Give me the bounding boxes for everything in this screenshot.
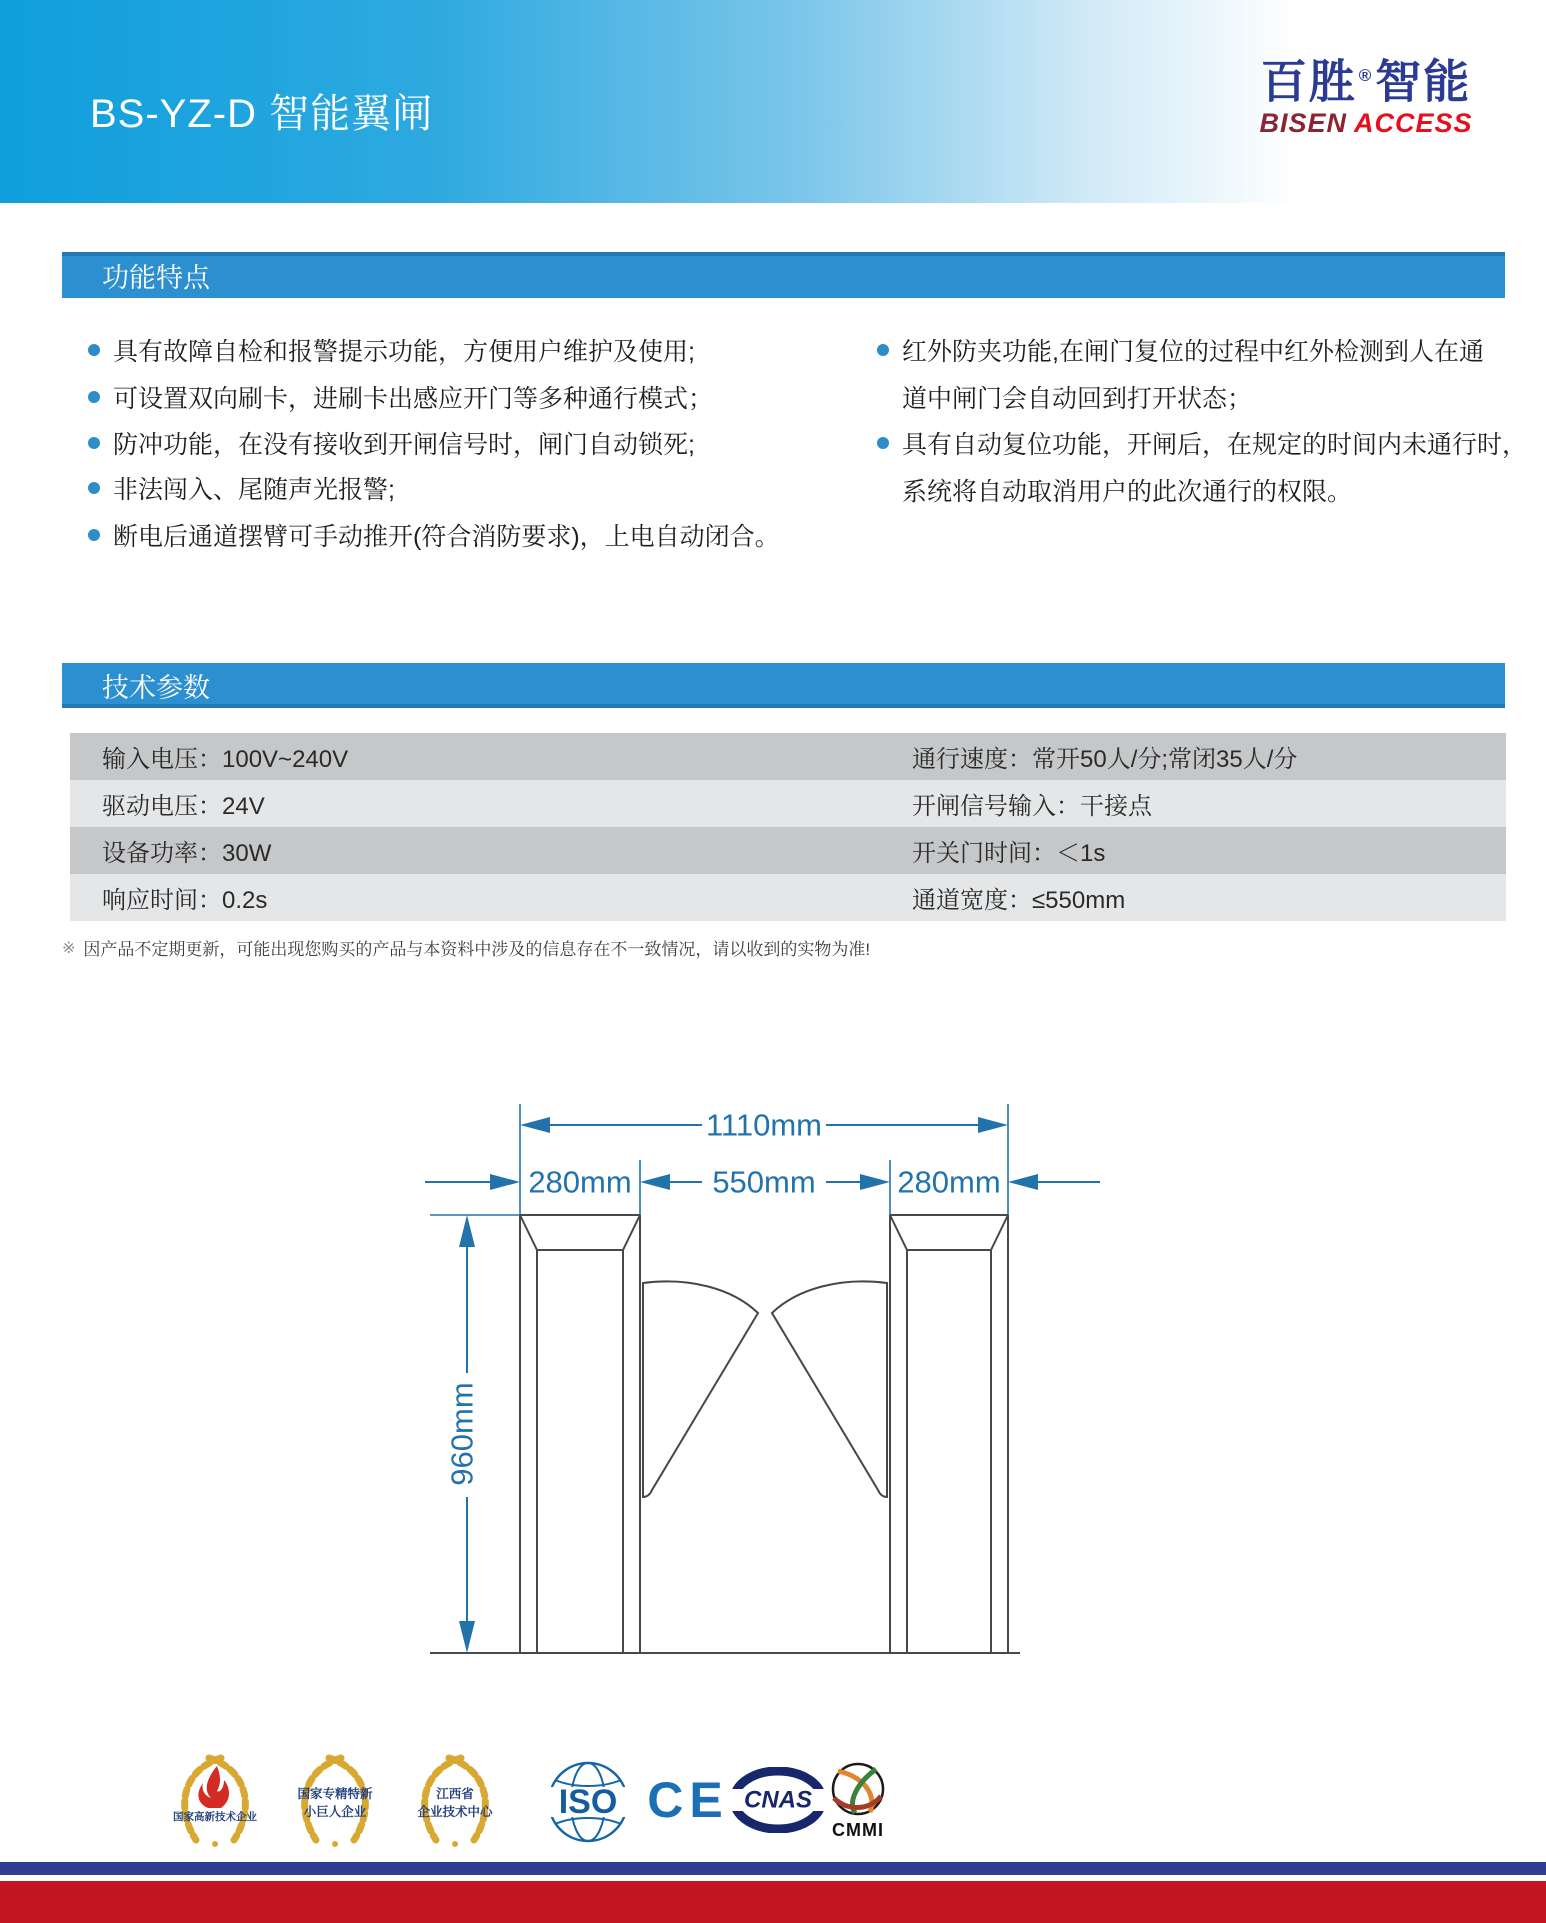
bullet-dot-icon xyxy=(88,529,100,541)
dim-label-right-cabinet: 280mm xyxy=(897,1164,1001,1200)
feature-text: 非法闯入、尾随声光报警; xyxy=(113,476,395,504)
cnas-label: CNAS xyxy=(743,1786,813,1814)
dim-label-passage: 550mm xyxy=(712,1164,816,1200)
table-row xyxy=(70,733,1506,780)
feature-text: 断电后通道摆臂可手动推开(符合消防要求)，上电自动闭合。 xyxy=(113,523,780,551)
dimension-height xyxy=(430,1215,545,1653)
spec-cell: 通行速度：常开50人/分;常闭35人/分 xyxy=(912,746,1298,773)
bullet-dot-icon xyxy=(88,344,100,356)
feature-item xyxy=(88,327,695,373)
feature-item xyxy=(877,420,1527,466)
cert-cnas xyxy=(730,1767,826,1838)
laurel-knot-icon xyxy=(452,1841,458,1847)
feature-item xyxy=(88,420,695,466)
cert-label-line2: 小巨人企业 xyxy=(303,1805,367,1819)
iso-label: ISO xyxy=(558,1783,618,1821)
dimension-cabinet-passage xyxy=(425,1165,1100,1200)
brand-en-bisen: BISEN xyxy=(1259,108,1347,139)
feature-item xyxy=(88,374,713,420)
header-band xyxy=(0,0,1546,203)
spec-cell: 开关门时间：＜1s xyxy=(912,840,1106,867)
feature-text: 红外防夹功能,在闸门复位的过程中红外检测到人在通 xyxy=(902,338,1484,366)
brand-logo xyxy=(1238,50,1494,139)
cmmi-label: CMMI xyxy=(832,1820,884,1840)
brand-cn-right: 智能 xyxy=(1375,55,1472,108)
left-cabinet xyxy=(520,1215,640,1653)
brand-cn-left: 百胜 xyxy=(1260,55,1357,108)
brand-chinese xyxy=(1238,50,1494,107)
dim-label-total: 1110mm xyxy=(705,1107,823,1143)
spec-cell: 通道宽度：≤550mm xyxy=(912,887,1126,914)
cert-ce xyxy=(643,1772,733,1833)
features-section-header xyxy=(62,252,1505,298)
registered-mark-icon: ® xyxy=(1358,66,1374,85)
feature-text: 道中闸门会自动回到打开状态； xyxy=(902,385,1253,413)
right-cabinet xyxy=(890,1215,1008,1653)
footer-navy-stripe xyxy=(0,1862,1546,1875)
bullet-dot-icon xyxy=(877,437,889,449)
cert-little-giant xyxy=(287,1752,383,1853)
feature-text: 具有故障自检和报警提示功能，方便用户维护及使用; xyxy=(113,338,695,366)
page-title: BS-YZ-D 智能翼闸 xyxy=(90,92,434,136)
left-wing-flap xyxy=(643,1281,758,1497)
dimension-total-width xyxy=(520,1108,1008,1143)
bullet-dot-icon xyxy=(88,482,100,494)
specs-section-title: 技术参数 xyxy=(102,673,210,703)
laurel-knot-icon xyxy=(212,1841,218,1847)
cert-national-hightech xyxy=(167,1752,263,1853)
cert-label: 国家高新技术企业 xyxy=(173,1811,257,1823)
cert-label-line1: 国家专精特新 xyxy=(297,1787,373,1801)
disclaimer-text: 因产品不定期更新，可能出现您购买的产品与本资料中涉及的信息存在不一致情况，请以收到的实物为准! xyxy=(83,940,871,959)
feature-item xyxy=(877,327,1484,373)
feature-item xyxy=(88,512,780,558)
feature-text: 具有自动复位功能，开闸后，在规定的时间内未通行时， xyxy=(902,431,1528,459)
spec-cell: 驱动电压：24V xyxy=(102,793,265,820)
table-row xyxy=(70,780,1506,827)
spec-cell: 响应时间：0.2s xyxy=(102,887,268,914)
specs-section-header xyxy=(62,663,1505,708)
brand-english xyxy=(1238,107,1494,139)
table-row xyxy=(70,874,1506,921)
dimension-diagram xyxy=(400,1085,1120,1670)
feature-item-continuation xyxy=(877,374,1252,420)
spec-cell: 设备功率：30W xyxy=(102,840,272,867)
cert-jiangxi-techcenter xyxy=(407,1752,503,1853)
cert-iso xyxy=(546,1758,630,1851)
feature-text: 防冲功能，在没有接收到开闸信号时，闸门自动锁死; xyxy=(113,431,695,459)
right-wing-flap xyxy=(772,1281,887,1497)
disclaimer-note xyxy=(62,935,870,960)
dim-label-left-cabinet: 280mm xyxy=(528,1164,632,1200)
brand-en-access: ACCESS xyxy=(1354,108,1473,139)
laurel-knot-icon xyxy=(332,1841,338,1847)
feature-text: 系统将自动取消用户的此次通行的权限。 xyxy=(902,478,1353,506)
footer-red-stripe xyxy=(0,1881,1546,1923)
bullet-dot-icon xyxy=(88,391,100,403)
spec-cell: 输入电压：100V~240V xyxy=(102,746,349,773)
bullet-dot-icon xyxy=(877,344,889,356)
spec-cell: 开闸信号输入：干接点 xyxy=(912,793,1152,820)
reference-mark: ※ xyxy=(62,939,76,957)
feature-item xyxy=(88,465,395,511)
flame-icon xyxy=(198,1766,229,1808)
bullet-dot-icon xyxy=(88,437,100,449)
cert-cmmi xyxy=(826,1760,890,1849)
features-section-title: 功能特点 xyxy=(102,262,210,293)
table-row xyxy=(70,827,1506,874)
feature-text: 可设置双向刷卡，进刷卡出感应开门等多种通行模式； xyxy=(113,385,714,413)
feature-item-continuation xyxy=(877,467,1352,513)
cert-label-line1: 江西省 xyxy=(436,1787,474,1801)
dim-label-height: 960mm xyxy=(444,1382,480,1486)
flap-barrier-drawing xyxy=(400,1085,1120,1670)
ce-mark-label: CE xyxy=(647,1772,729,1828)
cert-label-line2: 企业技术中心 xyxy=(417,1805,493,1819)
